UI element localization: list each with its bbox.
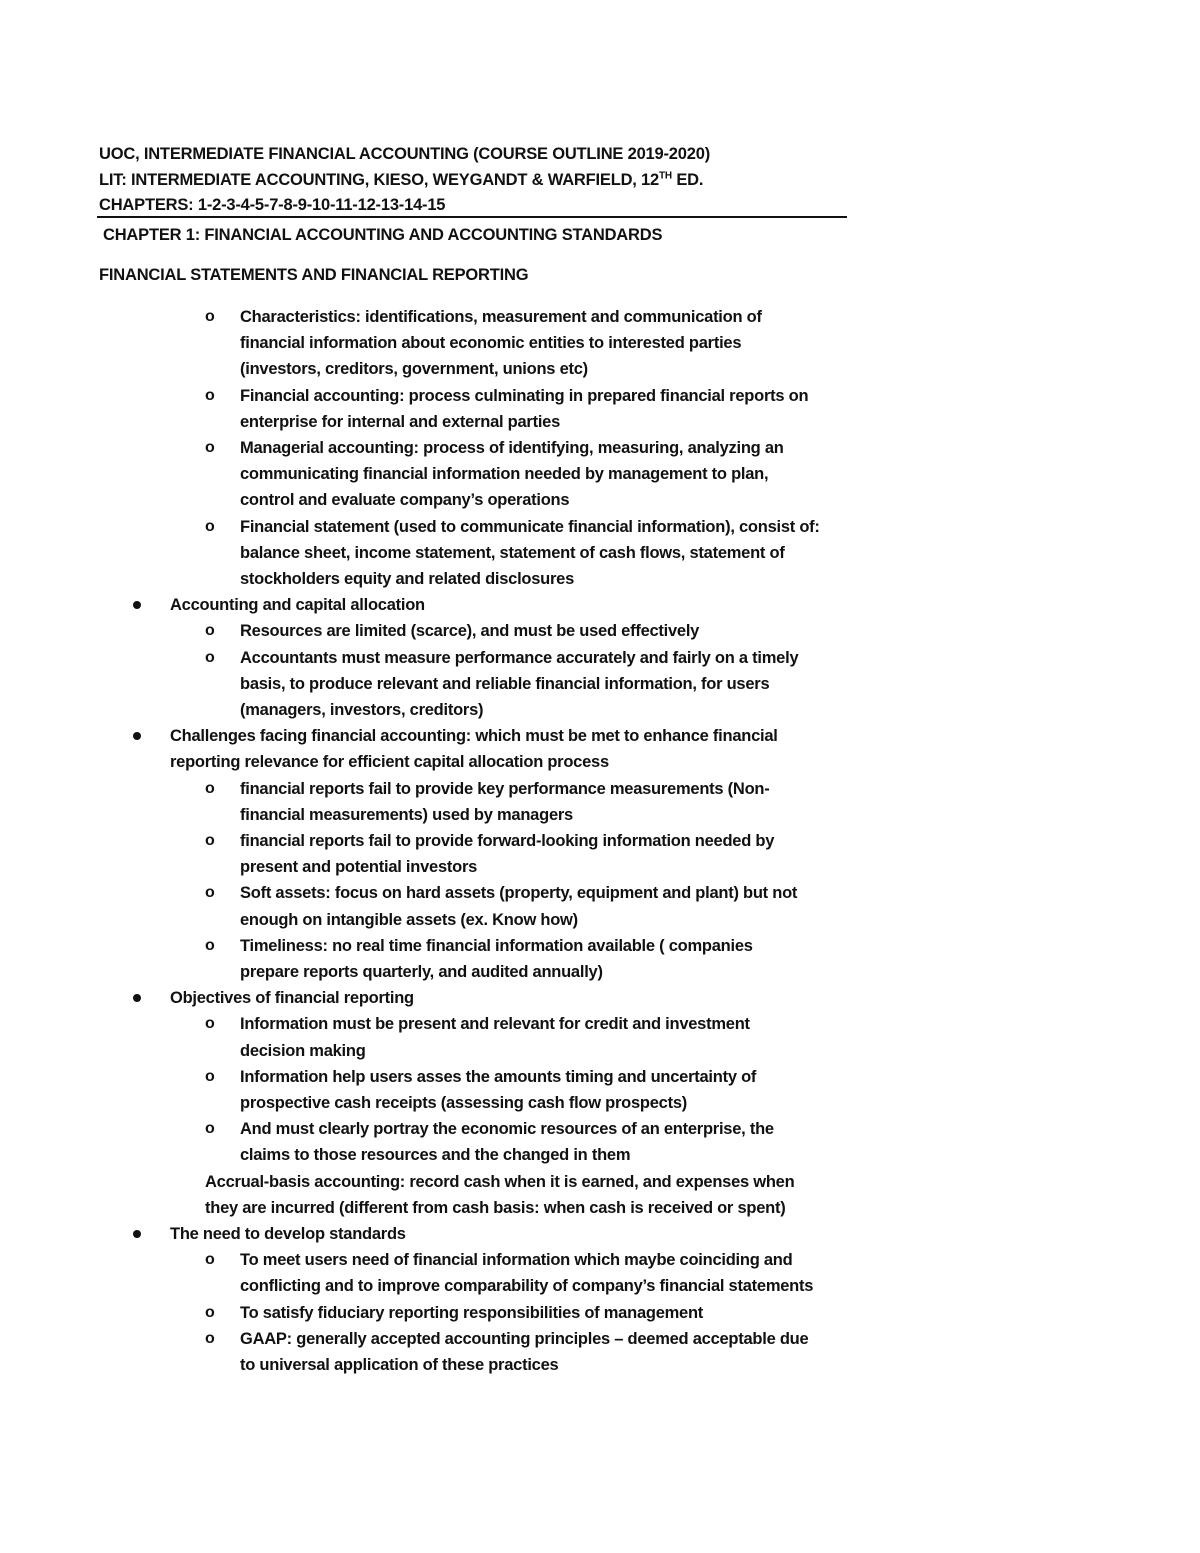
continuation-text: control and evaluate company’s operations — [240, 491, 570, 510]
sub-item-text: Soft assets: focus on hard assets (property, equipment and plant) but not — [240, 884, 798, 903]
continuation-text: to universal application of these practices — [240, 1356, 559, 1374]
continuation-text: basis, to produce relevant and reliable financial information, for users — [240, 674, 770, 693]
section-title: FINANCIAL STATEMENTS AND FINANCIAL REPORTING — [99, 266, 529, 284]
sub-bullet-icon: o — [205, 1251, 215, 1269]
sub-bullet-icon: o — [205, 936, 215, 954]
sub-item-text: Accountants must measure performance accurately and fairly on a timely — [240, 648, 799, 667]
continuation-text: prepare reports quarterly, and audited annually) — [240, 963, 603, 981]
sub-bullet-icon: o — [205, 1015, 215, 1033]
sub-item-text: Characteristics: identifications, measurement and communication of — [240, 308, 762, 326]
sub-item-text: GAAP: generally accepted accounting principles – deemed acceptable due — [240, 1329, 809, 1348]
bullet-item-text: Challenges facing financial accounting: which must be met to enhance financial — [170, 727, 778, 746]
edition-suffix: ED. — [671, 171, 704, 189]
continuation-text: communicating financial information needed by management to plan, — [240, 465, 769, 484]
sub-bullet-icon: o — [205, 622, 215, 640]
note-text: they are incurred (different from cash basis: when cash is received or spent) — [205, 1198, 786, 1217]
sub-item-text: Timeliness: no real time financial information available ( companies — [240, 936, 753, 955]
sub-item-text: financial reports fail to provide key performance measurements (Non- — [240, 779, 770, 798]
sub-bullet-icon: o — [205, 884, 215, 902]
literature-text: LIT: INTERMEDIATE ACCOUNTING, KIESO, WEYGANDT & WARFIELD, 12 — [99, 171, 660, 189]
sub-item-text: financial reports fail to provide forward-looking information needed by — [240, 832, 775, 850]
continuation-text: prospective cash receipts (assessing cash flow prospects) — [240, 1094, 688, 1112]
chapters-line: CHAPTERS: 1-2-3-4-5-7-8-9-10-11-12-13-14-15 — [99, 196, 446, 214]
continuation-text: reporting relevance for efficient capital allocation process — [170, 753, 609, 772]
sub-item-text: Information help users asses the amounts timing and uncertainty of — [240, 1067, 757, 1086]
sub-item-text: To meet users need of financial information which maybe coinciding and — [240, 1251, 793, 1270]
continuation-text: enterprise for internal and external parties — [240, 412, 561, 431]
sub-item-text: Information must be present and relevant for credit and investment — [240, 1015, 750, 1034]
sub-item-text: Resources are limited (scarce), and must be used effectively — [240, 622, 700, 641]
sub-bullet-icon: o — [205, 779, 215, 797]
continuation-text: enough on intangible assets (ex. Know how) — [240, 910, 578, 929]
continuation-text: conflicting and to improve comparability of company’s financial statements — [240, 1277, 814, 1296]
sub-item-text: Financial statement (used to communicate financial information), consist of: — [240, 517, 820, 536]
sub-bullet-icon: o — [205, 1120, 215, 1138]
continuation-text: stockholders equity and related disclosures — [240, 570, 575, 588]
literature-line — [99, 171, 703, 190]
continuation-text: (investors, creditors, government, unions etc) — [240, 360, 588, 379]
sub-bullet-icon: o — [205, 1067, 215, 1085]
continuation-text: financial measurements) used by managers — [240, 805, 573, 824]
sub-bullet-icon: o — [205, 1303, 215, 1321]
bullet-icon — [133, 732, 141, 740]
sub-bullet-icon: o — [205, 648, 215, 666]
bullet-icon — [133, 1230, 141, 1238]
continuation-text: balance sheet, income statement, statement of cash flows, statement of — [240, 543, 785, 562]
continuation-text: present and potential investors — [240, 858, 478, 877]
bullet-icon — [133, 601, 141, 609]
chapter-title: CHAPTER 1: FINANCIAL ACCOUNTING AND ACCOUNTING STANDARDS — [103, 226, 663, 244]
edition-superscript: TH — [659, 170, 672, 182]
continuation-text: claims to those resources and the changed in them — [240, 1146, 631, 1165]
header-divider — [97, 216, 847, 218]
sub-bullet-icon: o — [205, 1329, 215, 1347]
course-title: UOC, INTERMEDIATE FINANCIAL ACCOUNTING (COURSE OUTLINE 2019-2020) — [99, 145, 711, 163]
bullet-icon — [133, 994, 141, 1002]
sub-item-text: To satisfy fiduciary reporting responsibilities of management — [240, 1303, 704, 1322]
bullet-item-text: Accounting and capital allocation — [170, 596, 425, 615]
bullet-item-text: Objectives of financial reporting — [170, 989, 414, 1008]
continuation-text: (managers, investors, creditors) — [240, 701, 484, 719]
bullet-item-text: The need to develop standards — [170, 1225, 406, 1243]
note-text: Accrual-basis accounting: record cash when it is earned, and expenses when — [205, 1172, 795, 1191]
sub-bullet-icon: o — [205, 308, 215, 325]
sub-item-text: And must clearly portray the economic resources of an enterprise, the — [240, 1120, 774, 1139]
sub-bullet-icon: o — [205, 832, 215, 849]
sub-bullet-icon: o — [205, 517, 215, 535]
sub-bullet-icon: o — [205, 386, 215, 404]
continuation-text: decision making — [240, 1041, 366, 1060]
sub-item-text: Financial accounting: process culminating in prepared financial reports on — [240, 386, 809, 405]
sub-item-text: Managerial accounting: process of identifying, measuring, analyzing an — [240, 439, 784, 457]
continuation-text: financial information about economic entities to interested parties — [240, 334, 742, 353]
sub-bullet-icon: o — [205, 439, 215, 456]
